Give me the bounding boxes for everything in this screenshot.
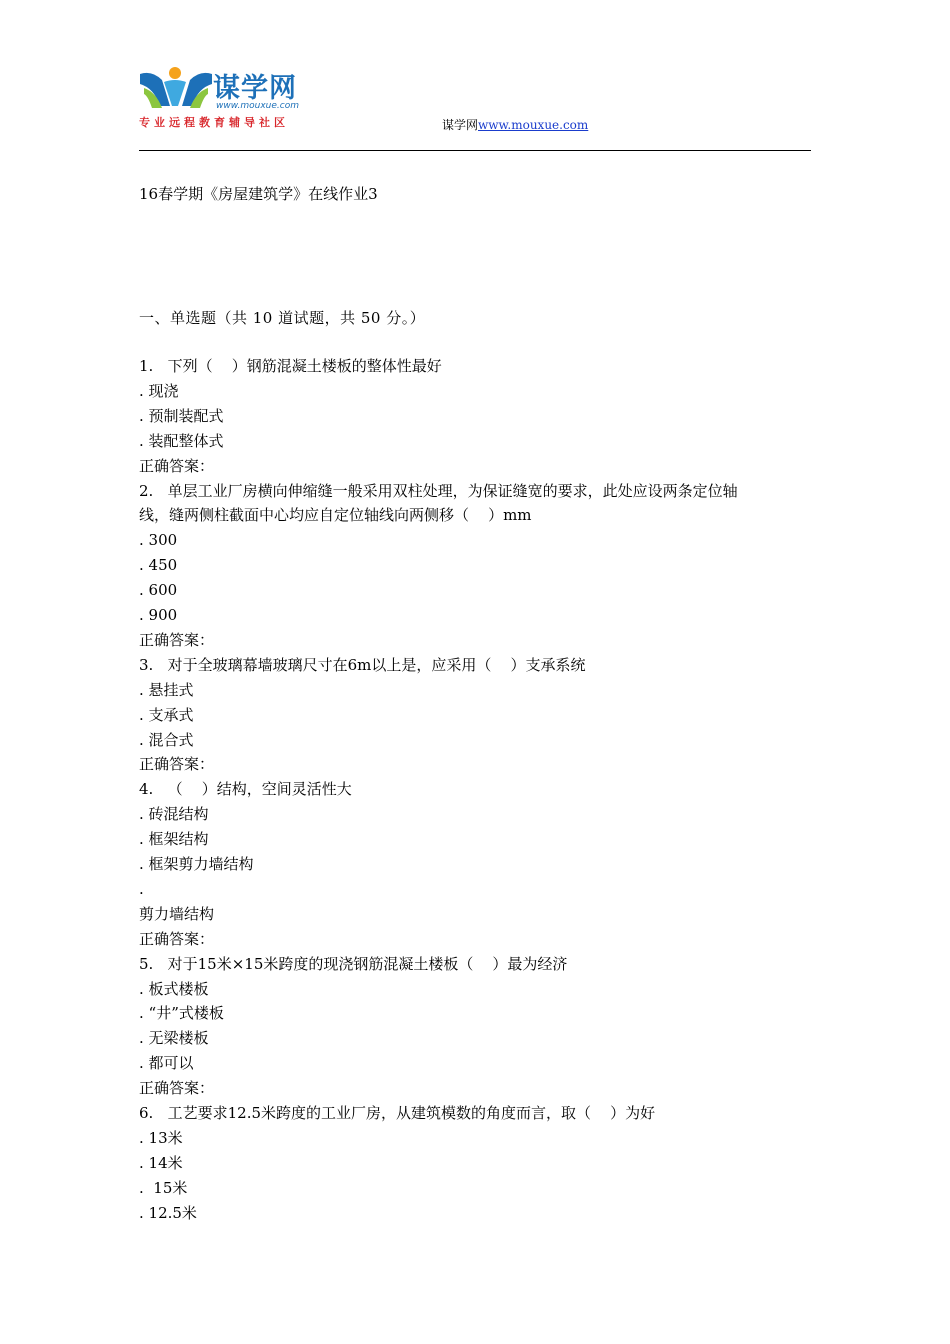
question-line: . 900 [139, 606, 178, 624]
question-line: . 300 [139, 531, 178, 550]
question-line: . 600 [139, 581, 178, 600]
question-line: . 砖混结构 [139, 805, 209, 824]
logo-slogan: 专业远程教育辅导社区 [139, 116, 289, 129]
question-line: . 预制装配式 [139, 406, 224, 425]
question-line: 剪力墙结构 [139, 904, 215, 923]
question-line: . 悬挂式 [139, 680, 194, 699]
question-line: . 12.5米 [139, 1203, 197, 1222]
question-line: . 混合式 [139, 730, 194, 749]
header-divider [139, 150, 811, 151]
question-line: . 框架剪力墙结构 [139, 855, 254, 873]
question-line: . 13米 [139, 1128, 183, 1147]
question-line: 线，缝两侧柱截面中心均应自定位轴线向两侧移（ ）mm [139, 506, 532, 525]
question-line: . “井”式楼板 [139, 1004, 224, 1023]
question-line: . 支承式 [139, 705, 194, 724]
question-line: . 装配整体式 [139, 431, 224, 450]
question-line: . 现浇 [139, 381, 179, 400]
question-line: 1. 下列（ ）钢筋混凝土楼板的整体性最好 [139, 357, 442, 375]
site-name: 谋学网 [442, 118, 479, 132]
header-site [442, 116, 588, 133]
question-line: . 450 [139, 556, 178, 575]
site-url-link[interactable]: www.mouxue.com [478, 118, 589, 132]
question-line: 4. （ ）结构，空间灵活性大 [139, 780, 352, 799]
page-title: 16春学期《房屋建筑学》在线作业3 [139, 185, 378, 203]
question-line: 2. 单层工业厂房横向伸缩缝一般采用双柱处理，为保证缝宽的要求，此处应设两条定位轴 [139, 481, 738, 500]
question-line: . 框架结构 [139, 830, 209, 849]
question-line: . 15米 [139, 1178, 188, 1197]
question-line: . 板式楼板 [139, 979, 209, 998]
question-line: 正确答案： [139, 630, 215, 649]
question-line: . 14米 [139, 1153, 183, 1172]
question-line: 3. 对于全玻璃幕墙玻璃尺寸在6m以上是，应采用（ ）支承系统 [139, 655, 586, 674]
question-line: 6. 工艺要求12.5米跨度的工业厂房，从建筑模数的角度而言，取（ ）为好 [139, 1104, 656, 1122]
logo-url: www.mouxue.com [216, 101, 299, 111]
question-line: 正确答案： [139, 456, 215, 475]
question-line: 5. 对于15米×15米跨度的现浇钢筋混凝土楼板（ ）最为经济 [139, 954, 568, 973]
question-line: 正确答案： [139, 929, 215, 948]
question-line: . [139, 879, 144, 898]
question-line: . 无梁楼板 [139, 1029, 209, 1048]
question-line: 正确答案： [139, 755, 215, 774]
logo-name: 谋学网 [213, 73, 297, 104]
book-logo-icon [138, 66, 214, 116]
question-line: 正确答案： [139, 1079, 215, 1098]
section-heading: 一、单选题（共 10 道试题，共 50 分。） [139, 309, 426, 327]
question-line: . 都可以 [139, 1054, 194, 1073]
